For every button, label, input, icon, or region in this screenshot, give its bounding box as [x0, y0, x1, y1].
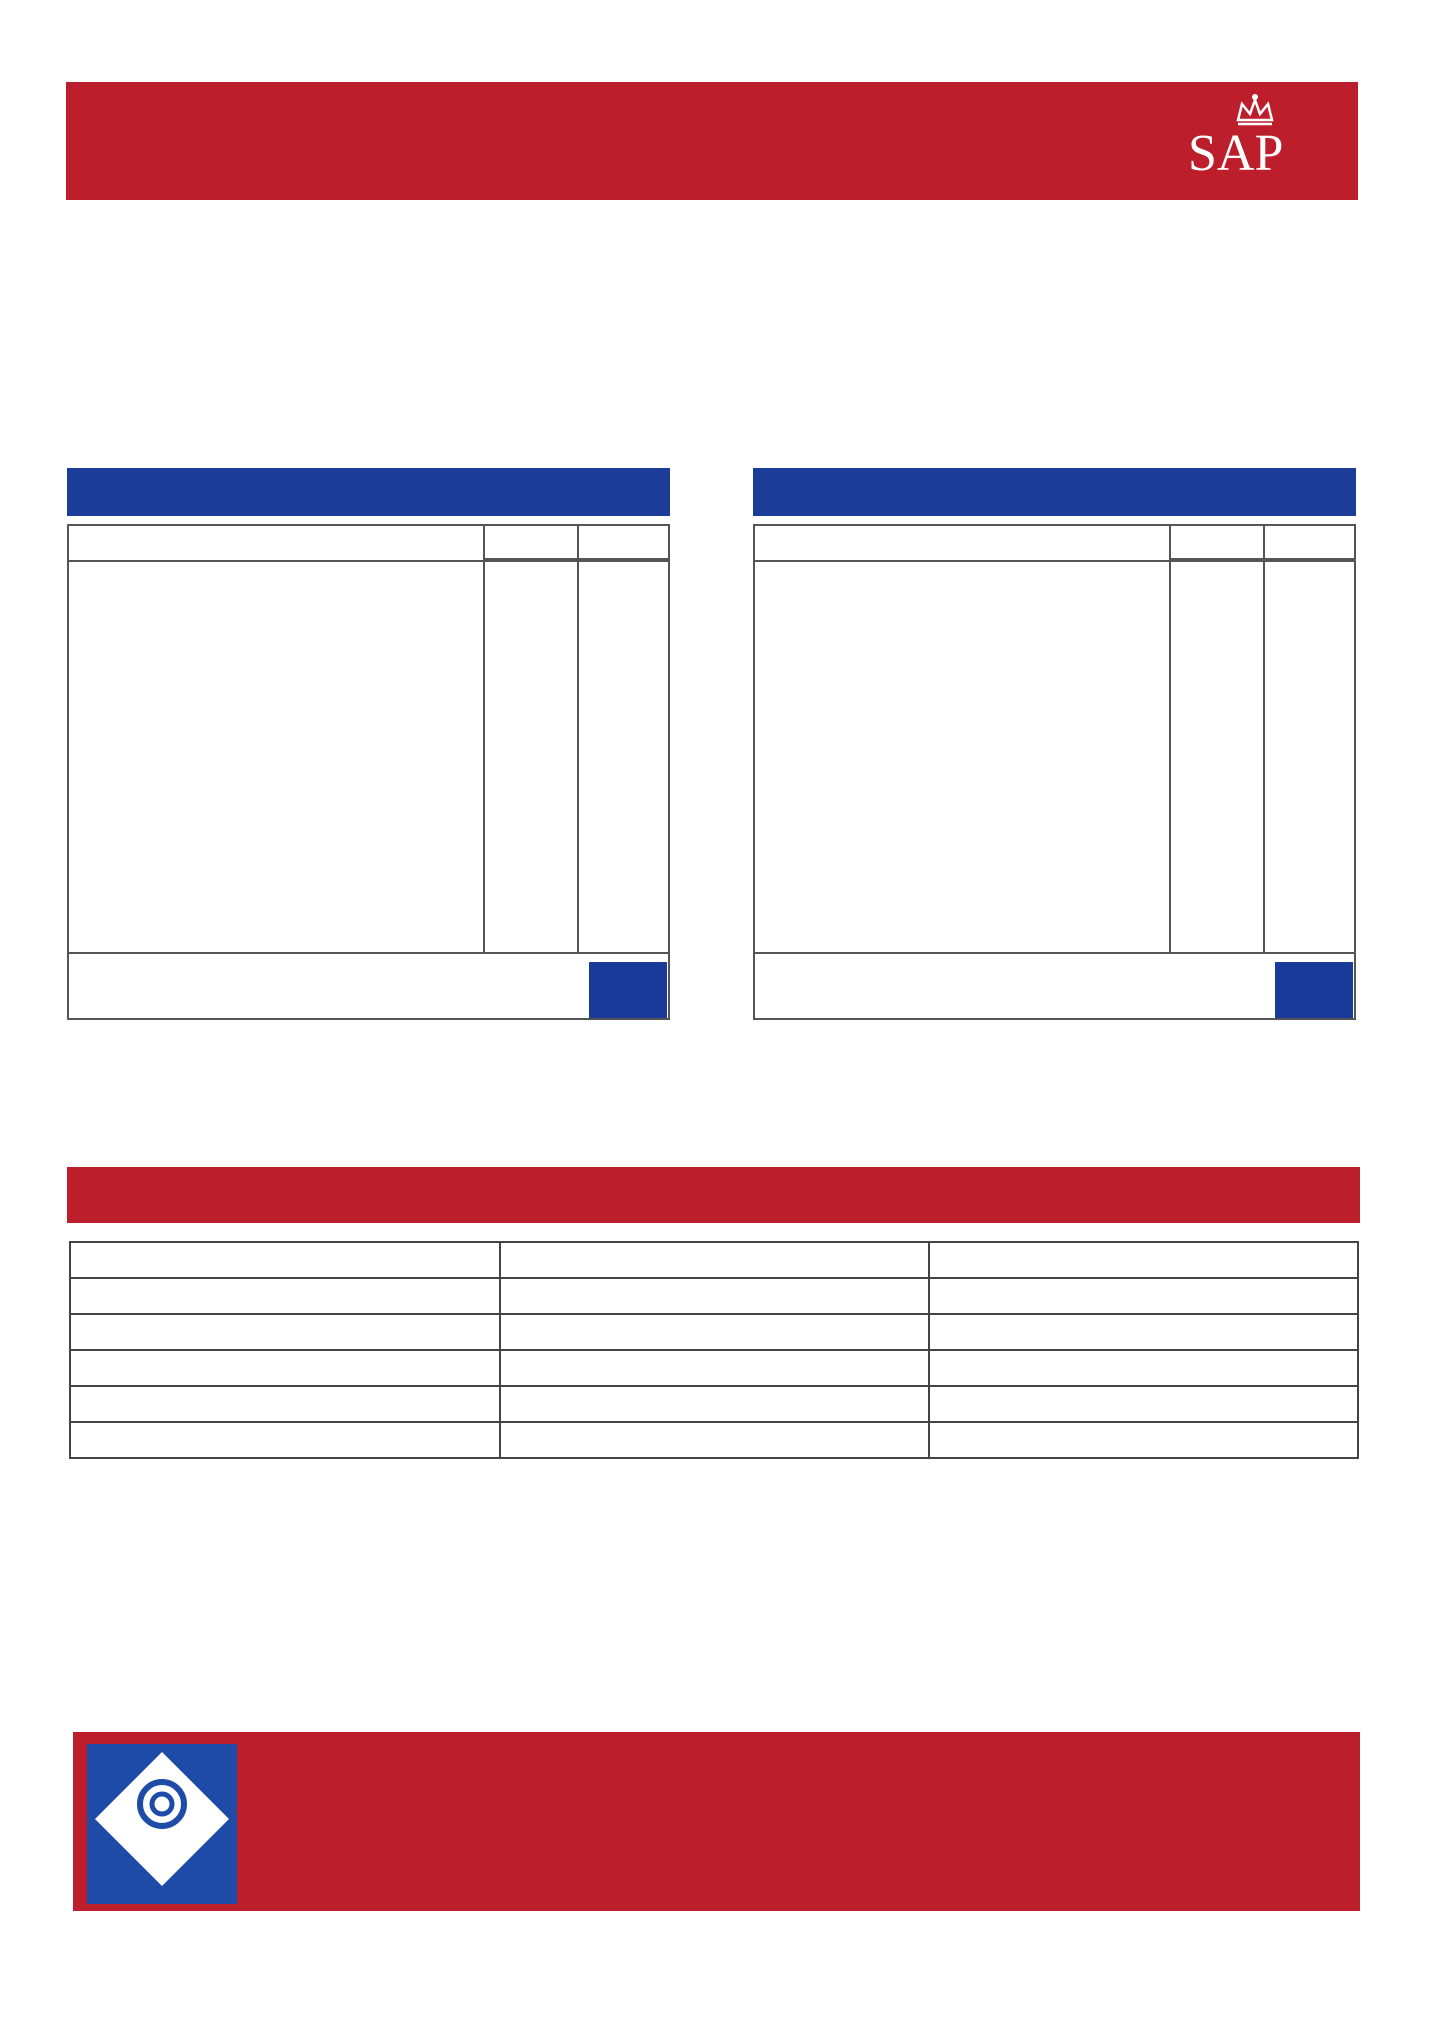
table-cell — [929, 1314, 1358, 1350]
table-row — [70, 1386, 1358, 1422]
sap-crown-logo — [1180, 90, 1330, 190]
table-header — [500, 1242, 929, 1278]
table-row — [70, 1314, 1358, 1350]
table-row — [70, 1278, 1358, 1314]
table-cell — [929, 1350, 1358, 1386]
table-cell — [500, 1350, 929, 1386]
table-cell — [929, 1386, 1358, 1422]
panel-title — [67, 468, 670, 516]
col-current — [1171, 526, 1265, 560]
rating-chart — [67, 524, 670, 1020]
sap-logo-text: SAP — [1188, 125, 1284, 182]
col-potential — [1265, 526, 1354, 560]
energy-saving-trust-logo — [87, 1744, 237, 1904]
eu-flag-icon — [1275, 962, 1353, 1018]
table-cell — [929, 1278, 1358, 1314]
col-potential — [579, 526, 668, 560]
table-cell — [70, 1422, 500, 1458]
table-cell — [70, 1278, 500, 1314]
table-cell — [500, 1422, 929, 1458]
energy-efficiency-panel — [67, 468, 670, 1020]
table-cell — [500, 1386, 929, 1422]
title-banner — [66, 82, 1358, 200]
table-cell — [70, 1386, 500, 1422]
col-current — [485, 526, 579, 560]
table-cell — [70, 1314, 500, 1350]
panel-title — [753, 468, 1356, 516]
table-cell — [500, 1314, 929, 1350]
table-row — [70, 1350, 1358, 1386]
table-header — [929, 1242, 1358, 1278]
table-header — [70, 1242, 500, 1278]
rating-chart — [753, 524, 1356, 1020]
costs-table — [69, 1241, 1359, 1459]
table-header-row — [70, 1242, 1358, 1278]
energy-saving-trust-banner — [73, 1732, 1360, 1911]
costs-banner — [67, 1167, 1360, 1223]
table-cell — [500, 1278, 929, 1314]
eu-flag-icon — [589, 962, 667, 1018]
environmental-impact-panel — [753, 468, 1356, 1020]
table-row — [70, 1422, 1358, 1458]
table-cell — [70, 1350, 500, 1386]
table-cell — [929, 1422, 1358, 1458]
